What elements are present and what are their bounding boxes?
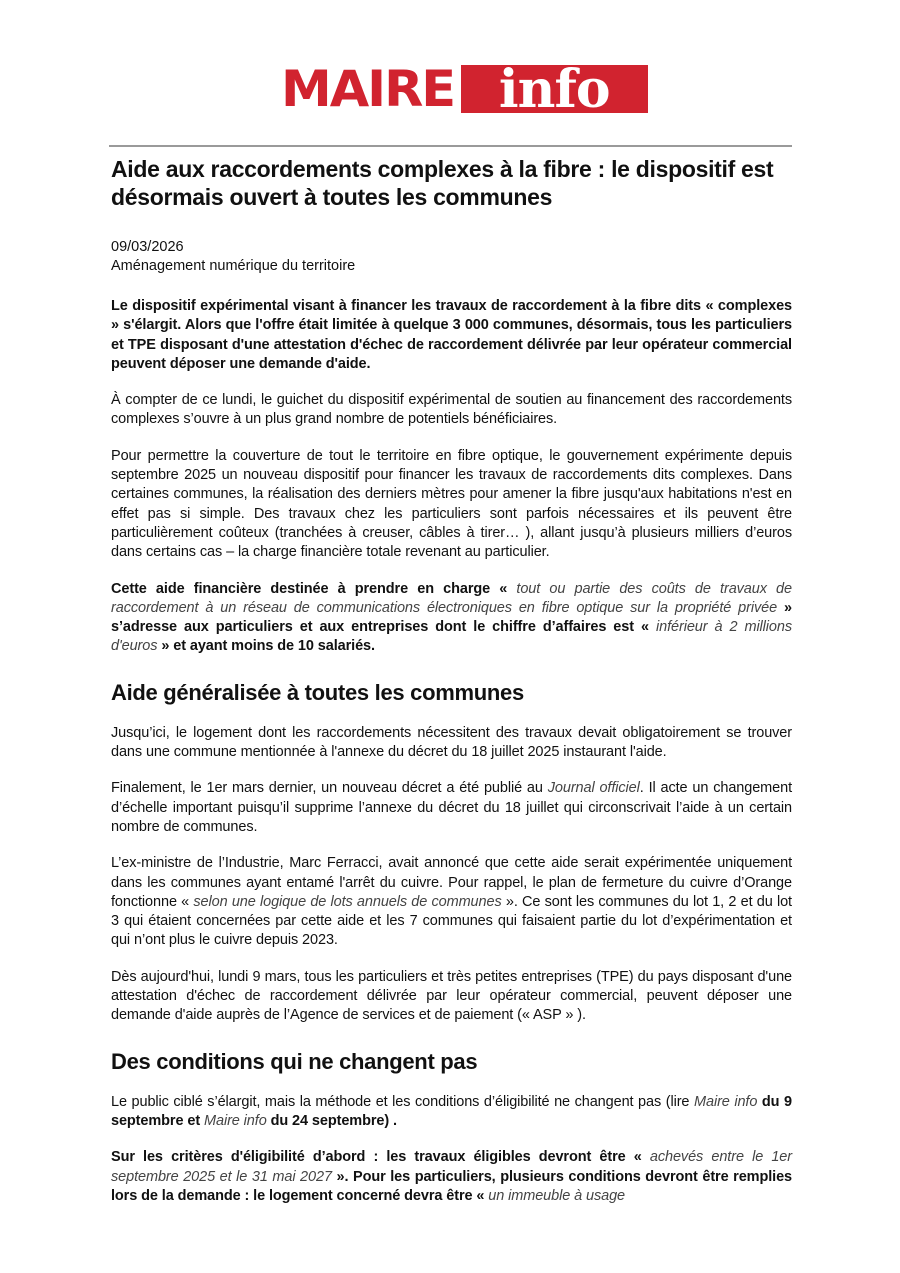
article-date: 09/03/2026 [111, 239, 184, 255]
paragraph [111, 580, 792, 657]
logo-info-box [461, 65, 648, 113]
text-run: Le public ciblé s’élargit, mais la méthode et les conditions d’éligibilité ne changent pas (lire [111, 1093, 694, 1110]
paragraph: Dès aujourd'hui, lundi 9 mars, tous les particuliers et très petites entreprises (TPE) du pays disposant d'une attestation d'échec de raccordement délivrée par leur opérateur commercial, peuvent déposer une demande d'aide auprès de l’Agence de services et de paiement (« ASP » ). [111, 968, 792, 1024]
paragraph [111, 779, 792, 837]
paragraph [111, 1148, 792, 1206]
maireinfo-logo [281, 60, 648, 118]
section-heading: Des conditions qui ne changent pas [111, 1048, 478, 1074]
text-run: Sur les critères d'éligibilité d’abord : les travaux éligibles devront être « [111, 1149, 650, 1166]
text-run: Finalement, le 1er mars dernier, un nouveau décret a été publié au [111, 780, 548, 797]
text-run: du 9 septembre et [111, 1093, 792, 1129]
text-run: L’ex-ministre de l’Industrie, Marc Ferracci, avait annoncé que cette aide serait expérimentée uniquement dans les communes ayant entamé l'arrêt du cuivre. Pour rappel, le plan de fermeture du cuivre d’Orange fonctionne « [111, 855, 792, 910]
logo-info-text: info [498, 65, 610, 113]
quote: Maire info [694, 1093, 758, 1110]
paragraph: Pour permettre la couverture de tout le territoire en fibre optique, le gouvernement expérimente depuis septembre 2025 un nouveau dispositif pour financer les travaux de raccordements dits complexes. Dans certaines communes, la réalisation des derniers mètres pour amener la fibre jusqu'aux habitations n'est en effet pas si simple. Des travaux chez les particuliers sont parfois nécessaires et ils peuvent être particulièrement coûteux (tranchées à creuser, câbles à tirer… ), allant jusqu’à plusieurs milliers d’euros dans certains cas – la charge financière totale revenant au particulier. [111, 447, 792, 561]
paragraph: Jusqu’ici, le logement dont les raccordements nécessitent des travaux devait obligatoirement se trouver dans une commune mentionnée à l'annexe du décret du 18 juillet 2025 instaurant l'aide. [111, 724, 792, 761]
quote: selon une logique de lots annuels de communes [193, 893, 502, 910]
quote: achevés entre le 1er septembre 2025 et le 31 mai 2027 [111, 1149, 792, 1185]
article-title: Aide aux raccordements complexes à la fibre : le dispositif est désormais ouvert à toutes les communes [111, 156, 774, 210]
paragraph [111, 1093, 792, 1132]
article [111, 155, 792, 1206]
article-lead: Le dispositif expérimental visant à financer les travaux de raccordement à la fibre dits « complexes » s'élargit. Alors que l'offre était limitée à quelque 3 000 communes, désormais, tous les particuliers et TPE disposant d'une attestation d'échec de raccordement délivrée par leur opérateur commercial peuvent déposer une demande d'aide. [111, 298, 792, 372]
article-category: Aménagement numérique du territoire [111, 258, 356, 274]
text-run: . Il acte un changement d’échelle important puisqu’il supprime l’annexe du décret du 18 juillet qui circonscrivait l’aide à un certain nombre de communes. [111, 780, 793, 835]
quote: un immeuble à usage [488, 1187, 626, 1204]
text-run: » et ayant moins de 10 salariés. [157, 638, 375, 655]
text-run: Cette aide financière destinée à prendre en charge « [111, 580, 517, 597]
section-heading: Aide généralisée à toutes les communes [111, 679, 524, 705]
text-run: ». Ce sont les communes du lot 1, 2 et du lot 3 qui étaient concernées par cette aide et les 7 communes qui faisaient partie du lot d’expérimentation et qui n’ont plus le cuivre depuis 2023. [111, 893, 792, 949]
text-run: ». Pour les particuliers, plusieurs conditions devront être remplies lors de la demande : le logement concerné devra être « [111, 1168, 793, 1204]
quote: tout ou partie des coûts de travaux de raccordement à un réseau de communications électroniques en fibre optique sur la propriété privée [111, 580, 792, 616]
text-run: » s’adresse aux particuliers et aux entreprises dont le chiffre d’affaires est « [111, 599, 792, 636]
quote: Maire info [204, 1112, 267, 1129]
paragraph: À compter de ce lundi, le guichet du dispositif expérimental de soutien au financement des raccordements complexes s’ouvre à un plus grand nombre de potentiels bénéficiaires. [111, 392, 792, 428]
article-meta [111, 238, 792, 276]
quote: inférieur à 2 millions d'euros [111, 619, 793, 655]
quote: Journal officiel [547, 780, 640, 797]
header-divider [109, 145, 792, 147]
logo-maire-text: MAIRE [281, 60, 455, 118]
text-run: du 24 septembre) . [266, 1112, 397, 1129]
paragraph [111, 854, 792, 950]
